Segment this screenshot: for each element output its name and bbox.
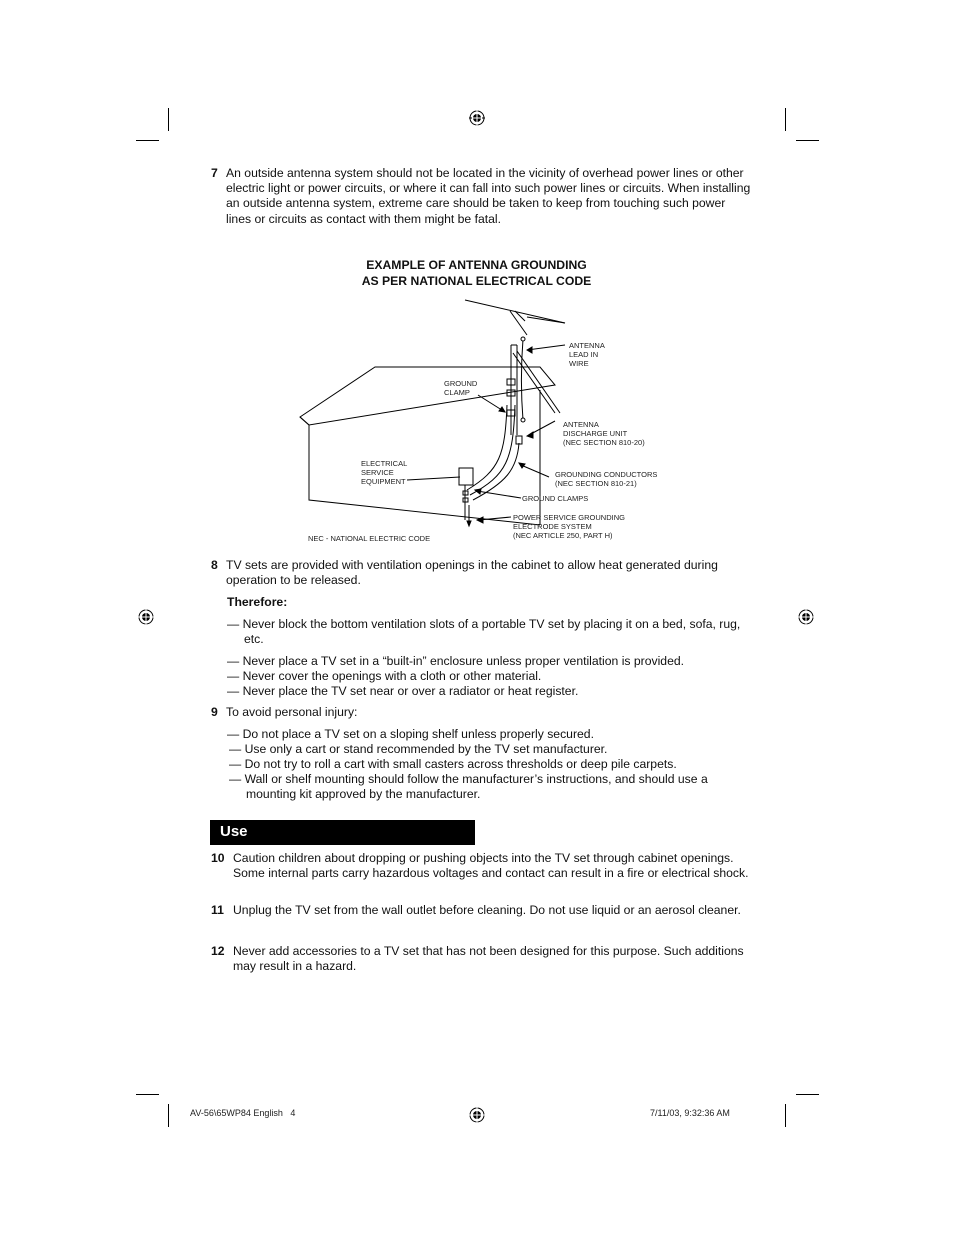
registration-mark-icon <box>469 1107 485 1123</box>
dash-item: — Use only a cart or stand recommended by the TV set manufacturer. <box>229 742 608 756</box>
crop-mark <box>785 1104 786 1127</box>
diagram-heading <box>300 258 653 289</box>
item-text: An outside antenna system should not be located in the vicinity of overhead power lines or other electric light or power circuits, or where it can fall into such power lines or circuits. When installing an outside antenna system, extreme care should be taken to keep from touching such power lines or circuits as contact with them might be fatal. <box>226 166 751 226</box>
dash-item: — Do not place a TV set on a sloping shelf unless properly secured. <box>227 727 594 741</box>
discharge-unit-shape <box>516 436 522 444</box>
antenna-grounding-diagram <box>295 295 675 550</box>
crop-mark <box>785 108 786 131</box>
label-antenna-lead: ANTENNA LEAD IN WIRE <box>569 341 605 368</box>
label-discharge-unit: ANTENNA DISCHARGE UNIT (NEC SECTION 810-20) <box>563 420 645 447</box>
label-ground-clamps: GROUND CLAMPS <box>522 494 589 503</box>
item-number: 12 <box>211 944 225 958</box>
item-number: 11 <box>211 903 224 917</box>
dash-item: — Do not try to roll a cart with small casters across thresholds or deep pile carpets. <box>229 757 677 771</box>
item-number: 7 <box>211 166 218 180</box>
crop-mark <box>168 1104 169 1127</box>
item-text: TV sets are provided with ventilation openings in the cabinet to allow heat generated during operation to be released. <box>226 558 718 588</box>
section-title-use: Use <box>210 820 475 845</box>
diagram-heading-line: EXAMPLE OF ANTENNA GROUNDING <box>366 258 587 272</box>
dash-item: — Never block the bottom ventilation slots of a portable TV set by placing it on a bed, sofa, rug, etc. <box>227 617 741 647</box>
item-11 <box>211 903 751 918</box>
item-number: 10 <box>211 851 225 865</box>
therefore-label: Therefore: <box>227 595 288 609</box>
label-power-service: POWER SERVICE GROUNDING ELECTRODE SYSTEM (NEC ARTICLE 250, PART H) <box>513 513 625 540</box>
registration-mark-icon <box>469 110 485 126</box>
dash-item: — Wall or shelf mounting should follow the manufacturer’s instructions, and should use a mounting kit approved by the manufacturer. <box>229 772 708 802</box>
crop-mark <box>796 140 819 141</box>
label-electrical-service: ELECTRICAL SERVICE EQUIPMENT <box>361 459 407 486</box>
registration-mark-icon <box>798 609 814 625</box>
registration-mark-icon <box>138 609 154 625</box>
dash-item: — Never place the TV set near or over a radiator or heat register. <box>227 684 579 698</box>
item-7 <box>211 166 751 227</box>
footer-file-info: AV-56\65WP84 English 4 <box>190 1108 296 1118</box>
item-12 <box>211 944 751 974</box>
item-10 <box>211 851 751 881</box>
item-8 <box>211 558 751 588</box>
item-number: 8 <box>211 558 218 572</box>
house-wall <box>309 425 540 525</box>
item-number: 9 <box>211 705 218 719</box>
item-text: Never add accessories to a TV set that has not been designed for this purpose. Such additions may result in a hazard. <box>233 944 744 974</box>
electrical-service-box <box>459 468 473 485</box>
dash-item: — Never cover the openings with a cloth or other material. <box>227 669 542 683</box>
item-text: To avoid personal injury: <box>226 705 358 719</box>
crop-mark <box>136 1094 159 1095</box>
footer-timestamp: 7/11/03, 9:32:36 AM <box>650 1108 730 1118</box>
item-9 <box>211 705 751 720</box>
crop-mark <box>796 1094 819 1095</box>
item-text: Unplug the TV set from the wall outlet before cleaning. Do not use liquid or an aerosol cleaner. <box>233 903 741 917</box>
crop-mark <box>168 108 169 131</box>
dash-item: — Never place a TV set in a “built-in” enclosure unless proper ventilation is provided. <box>227 654 685 668</box>
label-nec-note: NEC - NATIONAL ELECTRIC CODE <box>308 534 431 543</box>
crop-mark <box>136 140 159 141</box>
label-ground-clamp: GROUND CLAMP <box>444 379 478 397</box>
label-grounding-conductors: GROUNDING CONDUCTORS (NEC SECTION 810-21) <box>555 470 658 488</box>
item-text: Caution children about dropping or pushing objects into the TV set through cabinet openings. Some internal parts carry hazardous voltages and contact can result in a fire or electrical shock. <box>233 851 749 881</box>
diagram-heading-line: AS PER NATIONAL ELECTRICAL CODE <box>361 273 592 288</box>
